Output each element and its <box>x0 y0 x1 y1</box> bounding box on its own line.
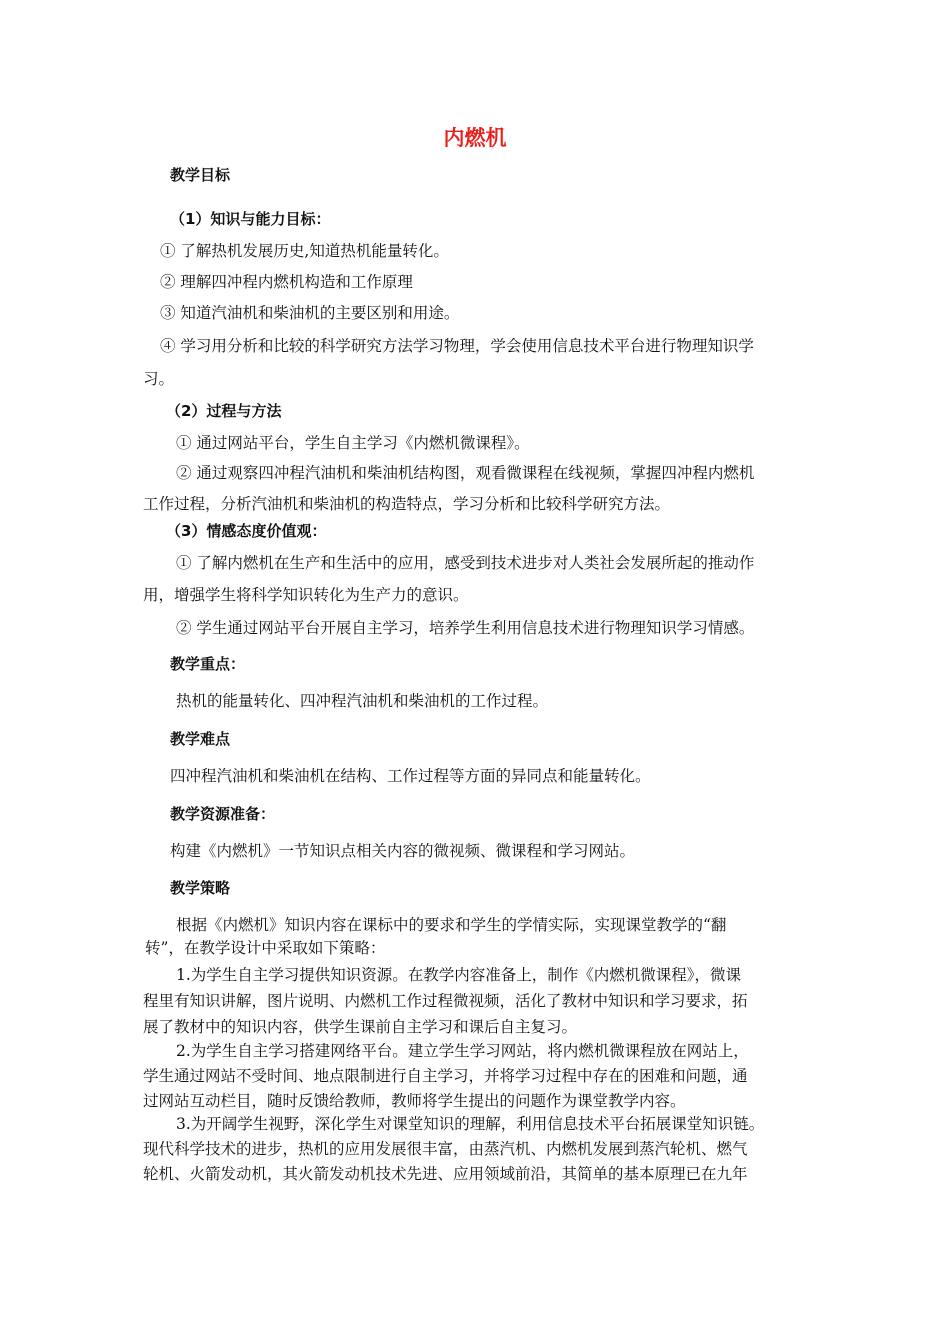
strategy-heading: 教学策略 <box>170 879 231 897</box>
key-points-heading: 教学重点： <box>170 655 246 673</box>
attitude-item-1-line-2: 用，增强学生将科学知识转化为生产力的意识。 <box>143 586 469 604</box>
page-title: 内燃机 <box>443 125 507 150</box>
knowledge-item-1: ① 了解热机发展历史,知道热机能量转化。 <box>160 242 449 260</box>
attitude-item-1-line-1: ① 了解内燃机在生产和生活中的应用，感受到技术进步对人类社会发展所起的推动作 <box>176 554 755 572</box>
resources-heading: 教学资源准备： <box>170 805 276 823</box>
attitude-item-2: ② 学生通过网站平台开展自主学习，培养学生利用信息技术进行物理知识学习情感。 <box>176 619 755 637</box>
strategy-1-line-1: 1.为学生自主学习提供知识资源。在教学内容准备上，制作《内燃机微课程》，微课 <box>176 966 742 984</box>
knowledge-item-2: ② 理解四冲程内燃机构造和工作原理 <box>160 273 413 291</box>
process-item-1: ① 通过网站平台，学生自主学习《内燃机微课程》。 <box>176 434 530 452</box>
strategy-2-line-1: 2.为学生自主学习搭建网络平台。建立学生学习网站，将内燃机微课程放在网站上， <box>176 1042 749 1060</box>
difficulty-heading: 教学难点 <box>170 730 231 748</box>
process-item-2-line-1: ② 通过观察四冲程汽油机和柴油机结构图，观看微课程在线视频，掌握四冲程内燃机 <box>176 464 755 482</box>
process-item-2-line-2: 工作过程，分析汽油机和柴油机的构造特点，学习分析和比较科学研究方法。 <box>143 495 671 513</box>
key-points-text: 热机的能量转化、四冲程汽油机和柴油机的工作过程。 <box>176 692 549 710</box>
knowledge-item-3: ③ 知道汽油机和柴油机的主要区别和用途。 <box>160 304 460 322</box>
strategy-1-line-3: 展了教材中的知识内容，供学生课前自主学习和课后自主复习。 <box>143 1018 578 1036</box>
resources-text: 构建《内燃机》一节知识点相关内容的微视频、微课程和学习网站。 <box>170 842 636 860</box>
knowledge-heading: （1）知识与能力目标： <box>170 210 331 228</box>
objectives-heading: 教学目标 <box>170 166 231 184</box>
strategy-intro-line-1: 根据《内燃机》知识内容在课标中的要求和学生的学情实际，实现课堂教学的“翻 <box>176 916 727 934</box>
strategy-3-line-3: 轮机、火箭发动机，其火箭发动机技术先进、应用领域前沿，其简单的基本原理已在九年 <box>143 1165 748 1183</box>
knowledge-item-4-line-1: ④ 学习用分析和比较的科学研究方法学习物理，学会使用信息技术平台进行物理知识学 <box>160 337 754 355</box>
knowledge-item-4-line-2: 习。 <box>143 370 175 388</box>
strategy-3-line-2: 现代科学技术的进步，热机的应用发展很丰富，由蒸汽机、内燃机发展到蒸汽轮机、燃气 <box>143 1140 748 1158</box>
process-heading: （2）过程与方法 <box>166 402 282 420</box>
strategy-1-line-2: 程里有知识讲解，图片说明、内燃机工作过程微视频，活化了教材中知识和学习要求，拓 <box>143 992 748 1010</box>
strategy-intro-line-2: 转”，在教学设计中采取如下策略： <box>145 939 386 957</box>
strategy-2-line-2: 学生通过网站不受时间、地点限制进行自主学习，并将学习过程中存在的困难和问题，通 <box>143 1067 748 1085</box>
strategy-3-line-1: 3.为开阔学生视野，深化学生对课堂知识的理解，利用信息技术平台拓展课堂知识链。 <box>176 1115 765 1133</box>
attitude-heading: （3）情感态度价值观： <box>166 522 327 540</box>
difficulty-text: 四冲程汽油机和柴油机在结构、工作过程等方面的异同点和能量转化。 <box>170 767 651 785</box>
strategy-2-line-3: 过网站互动栏目，随时反馈给教师，教师将学生提出的问题作为课堂教学内容。 <box>143 1092 686 1110</box>
